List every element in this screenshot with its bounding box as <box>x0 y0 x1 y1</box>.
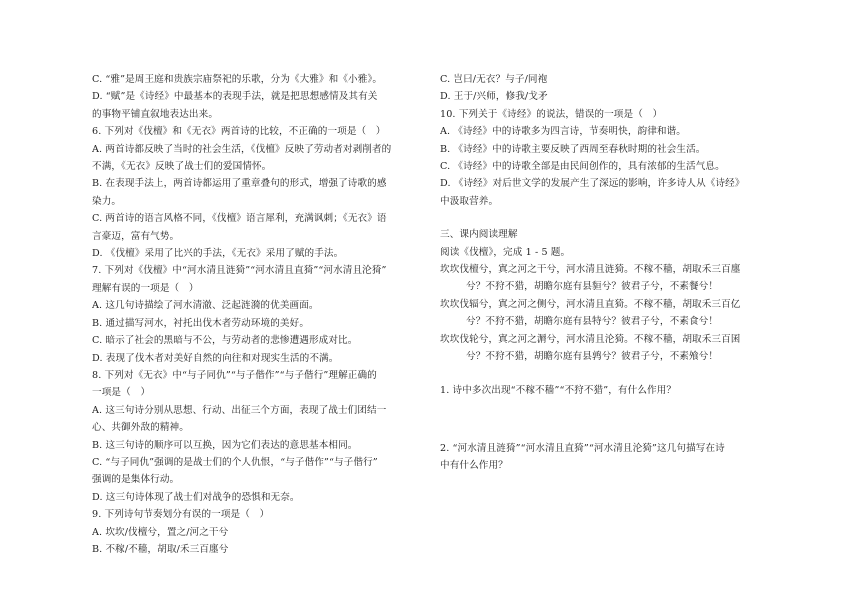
question-10-option-d: D. 《诗经》对后世文学的发展产生了深远的影响，许多诗人从《诗经》 <box>440 178 745 190</box>
right-column <box>440 71 780 475</box>
answer-space <box>440 399 780 440</box>
reading-intro: 阅读《伐檀》，完成 1 - 5 题。 <box>440 246 571 258</box>
question-9-stem: 9. 下列诗句节奏划分有误的一项是（ ） <box>92 509 270 521</box>
question-7-option-d: D. 表现了伐木者对美好自然的向往和对现实生活的不满。 <box>92 352 339 364</box>
poem-stanza-3-line-1: 坎坎伐轮兮，寘之河之漘兮，河水清且沦猗。不稼不穑，胡取禾三百囷 <box>440 333 741 345</box>
reading-question-2: 2. “河水清且涟猗”“河水清且直猗”“河水清且沦猗”这几句描写在诗 <box>440 442 725 454</box>
question-7-option-c: C. 暗示了社会的黑暗与不公，与劳动者的悲惨遭遇形成对比。 <box>92 335 358 347</box>
left-column <box>92 71 422 558</box>
question-6-stem: 6. 下列对《伐檀》和《无衣》两首诗的比较，不正确的一项是（ ） <box>92 126 386 138</box>
text-line: 中有什么作用？ <box>440 460 508 472</box>
question-6-option-d: D. 《伐檀》采用了比兴的手法，《无衣》采用了赋的手法。 <box>92 248 344 260</box>
spacer <box>440 210 780 226</box>
question-7-option-a: A. 这几句诗描绘了河水清澈、泛起涟漪的优美画面。 <box>92 300 319 312</box>
question-10-option-a: A. 《诗经》中的诗歌多为四言诗，节奏明快，韵律和谐。 <box>440 126 686 138</box>
poem-stanza-3-line-2: 兮？不狩不猎，胡瞻尔庭有县鹑兮？彼君子兮，不素飧兮！ <box>466 351 719 363</box>
text-line: 中汲取营养。 <box>440 195 499 207</box>
poem-stanza-2-line-1: 坎坎伐辐兮，寘之河之侧兮，河水清且直猗。不稼不穑，胡取禾三百亿 <box>440 298 741 310</box>
text-line: C. “雅”是周王庭和贵族宗庙祭祀的乐歌，分为《大雅》和《小雅》。 <box>92 74 383 85</box>
text-line: 染力。 <box>92 195 122 207</box>
question-9-option-a: A. 坎坎/伐檀兮，置之/河之干兮 <box>92 526 229 538</box>
text-line: 言豪迈，富有气势。 <box>92 230 180 242</box>
poem-stanza-1-line-2: 兮？不狩不猎，胡瞻尔庭有县貆兮？彼君子兮，不素餐兮！ <box>466 281 719 293</box>
question-8-option-d: D. 这三句诗体现了战士们对战争的恐惧和无奈。 <box>92 491 300 503</box>
text-line: 不满，《无衣》反映了战士们的爱国情怀。 <box>92 161 272 173</box>
question-7-stem: 7. 下列对《伐檀》中“河水清且涟猗”“河水清且直猗”“河水清且沦猗” <box>92 265 387 277</box>
poem-stanza-1-line-1: 坎坎伐檀兮，寘之河之干兮，河水清且涟猗。不稼不穑，胡取禾三百廛 <box>440 264 741 276</box>
question-8-option-a: A. 这三句诗分别从思想、行动、出征三个方面，表现了战士们团结一 <box>92 404 387 416</box>
text-line: 的事物平铺直叙地表达出来。 <box>92 108 219 120</box>
question-10-option-c: C. 《诗经》中的诗歌全部是由民间创作的，具有浓郁的生活气息。 <box>440 161 725 173</box>
question-6-option-b: B. 在表现手法上，两首诗都运用了重章叠句的形式，增强了诗歌的感 <box>92 178 387 190</box>
question-7-option-b: B. 通过描写河水，衬托出伐木者劳动环境的美好。 <box>92 317 310 329</box>
question-10-option-b: B. 《诗经》中的诗歌主要反映了西周至春秋时期的社会生活。 <box>440 143 706 155</box>
text-line: 强调的是集体行动。 <box>92 474 180 486</box>
text-line: 一项是（ ） <box>92 387 151 399</box>
question-8-stem: 8. 下列对《无衣》中“与子同仇”“与子偕作”“与子偕行”理解正确的 <box>92 369 377 381</box>
reading-question-1: 1. 诗中多次出现“不稼不穑”“不狩不猎”，有什么作用？ <box>440 384 677 396</box>
question-8-option-b: B. 这三句诗的顺序可以互换，因为它们表达的意思基本相同。 <box>92 439 358 451</box>
question-10-stem: 10. 下列关于《诗经》的说法，错误的一项是（ ） <box>440 108 663 120</box>
section-title: 三、课内阅读理解 <box>440 229 518 241</box>
text-line: 心、共御外敌的精神。 <box>92 422 189 434</box>
question-6-option-c: C. 两首诗的语言风格不同，《伐檀》语言犀利，充满讽刺；《无衣》语 <box>92 213 387 225</box>
text-line: D. “赋”是《诗经》中最基本的表现手法，就是把思想感情及其有关 <box>92 91 378 103</box>
question-9-option-d: D. 王于/兴师，修我/戈矛 <box>440 91 548 103</box>
question-9-option-c: C. 岂曰/无衣？与子/同袍 <box>440 74 548 85</box>
spacer <box>440 366 780 382</box>
question-6-option-a: A. 两首诗都反映了当时的社会生活，《伐檀》反映了劳动者对剥削者的 <box>92 143 392 155</box>
question-9-option-b: B. 不稼/不穑，胡取/禾三百廛兮 <box>92 543 229 555</box>
text-line: 理解有误的一项是（ ） <box>92 282 199 294</box>
poem-stanza-2-line-2: 兮？不狩不猎，胡瞻尔庭有县特兮？彼君子兮，不素食兮！ <box>466 316 719 328</box>
question-8-option-c: C. “与子同仇”强调的是战士们的个人仇恨，“与子偕作”“与子偕行” <box>92 456 378 468</box>
